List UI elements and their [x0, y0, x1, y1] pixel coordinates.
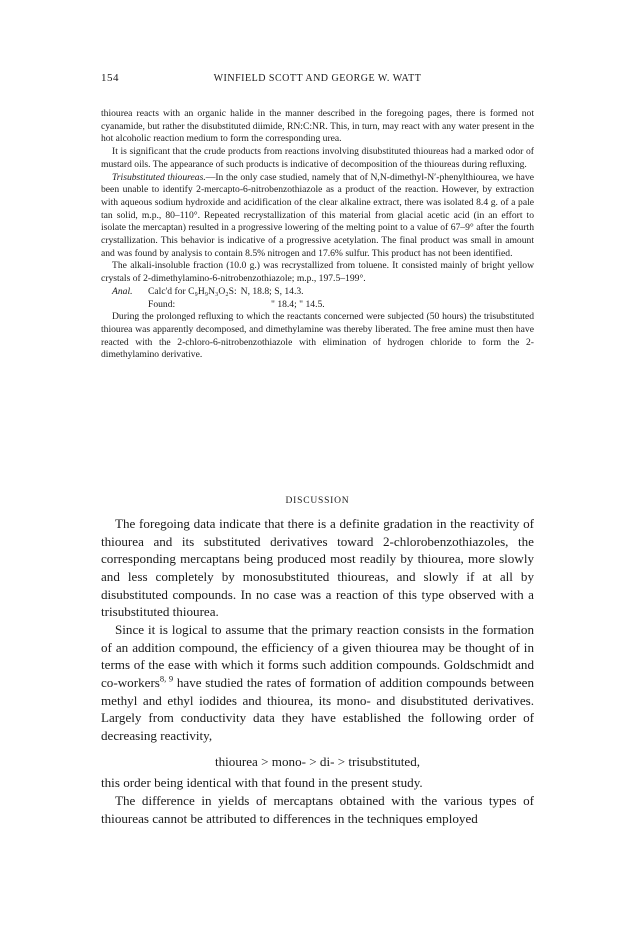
discussion-paragraph-addition: Since it is logical to assume that the primary reaction consists in the formation of an addition compound, the efficiency of a given thiourea may be thought of in terms of the ease with which it forms such addition compounds. Goldschmidt and co-workers$^{8, 9}$ have studied the rates of formation of addition compounds between methyl and ethyl iodides and thiourea, its mono- and disubstituted derivatives. Largely from conductivity data they have established the following order of decreasing reactivity,	[101, 621, 534, 743]
experimental-section	[101, 108, 534, 362]
discussion-paragraph-identical: this order being identical with that found in the present study.	[101, 775, 423, 791]
page-header	[101, 72, 534, 86]
paragraph-refluxing: During the prolonged refluxing to which the reactants concerned were subjected (50 hours) the trisubstituted thiourea was apparently decomposed, and dimethylamine was thereby liberated. The free amine must then have reacted with the 2-chloro-6-nitrobenzothiazole with elimination of hydrogen chloride to form the 2-dimethylamino derivative.	[101, 311, 534, 361]
analysis-found-label: Found:	[148, 298, 176, 310]
section-heading-discussion: DISCUSSION	[285, 496, 350, 506]
subheading-trisubstituted: Trisubstituted thioureas.	[112, 171, 206, 183]
analysis-found-values: " 18.4; " 14.5.	[271, 298, 325, 310]
analysis-calcd-values: N, 18.8; S, 14.3.	[240, 285, 304, 297]
discussion-section	[101, 515, 534, 827]
paragraph-alkali-insoluble: The alkali-insoluble fraction (10.0 g.) was recrystallized from toluene. It consisted mainly of bright yellow crystals of 2-dimethylamino-6-nitrobenzothiazole; m.p., 197.5–199°.	[101, 260, 534, 285]
paragraph-mustard-oils: It is significant that the crude products from reactions involving disubstituted thioureas had a marked odor of mustard oils. The appearance of such products is indicative of decomposition of the thioureas during refluxing.	[101, 146, 534, 170]
paragraph-trisubstituted	[101, 172, 534, 261]
discussion-paragraph-gradation: The foregoing data indicate that there is a definite gradation in the reactivity of thiourea and its substituted derivatives toward 2-chlorobenzothiazoles, the corresponding mercaptans being produced most readily by thiourea, more slowly and less completely by monosubstituted thioureas, and slowly if at all by disubstituted compounds. In no case was a reaction of this type observed with a trisubstituted thiourea.	[101, 516, 534, 620]
page-number: 154	[101, 72, 119, 84]
analysis-calcd-row	[112, 286, 534, 299]
analysis-block	[101, 286, 534, 311]
paragraph-trisubstituted-body: —In the only case studied, namely that of N,N-dimethyl-N′-phenylthiourea, we have been unable to identify 2-mercapto-6-nitrobenzothiazole as a product of the reaction. However, by extraction with aqueous sodium hydroxide and acidification of the clear alkaline extract, there was isolated 8.4 g. of a pale tan solid, m.p., 80–110°. Repeated recrystallization of this material from glacial acetic acid (in an effort to isolate the mercaptan) resulted in a progressive lowering of the melting point to a value of 67–9° after the fourth crystallization. This behavior is indicative of a progressive acetylation. The final product was small in amount and was found by analysis to contain 8.5% nitrogen and 17.6% sulfur. This product has not been identified.	[101, 171, 534, 259]
analysis-found-row	[112, 299, 534, 312]
discussion-paragraph-yields: The difference in yields of mercaptans obtained with the various types of thioureas cannot be attributed to differences in the techniques employed	[101, 792, 534, 826]
reactivity-order: thiourea > mono- > di- > trisubstituted,	[214, 753, 421, 769]
running-title: WINFIELD SCOTT AND GEORGE W. WATT	[213, 73, 422, 84]
paragraph-diimide: thiourea reacts with an organic halide in the manner described in the foregoing pages, there is formed not cyanamide, but rather the disubstituted diimide, RN:C:NR. This, in turn, may react with any water present in the hot alcoholic reaction medium to form the corresponding urea.	[101, 108, 534, 145]
analysis-label: Anal.	[112, 285, 133, 297]
reference-superscript: 8, 9	[159, 673, 174, 684]
analysis-calcd-label: Calc'd for C₉H₉N₃O₂S:	[148, 285, 237, 297]
